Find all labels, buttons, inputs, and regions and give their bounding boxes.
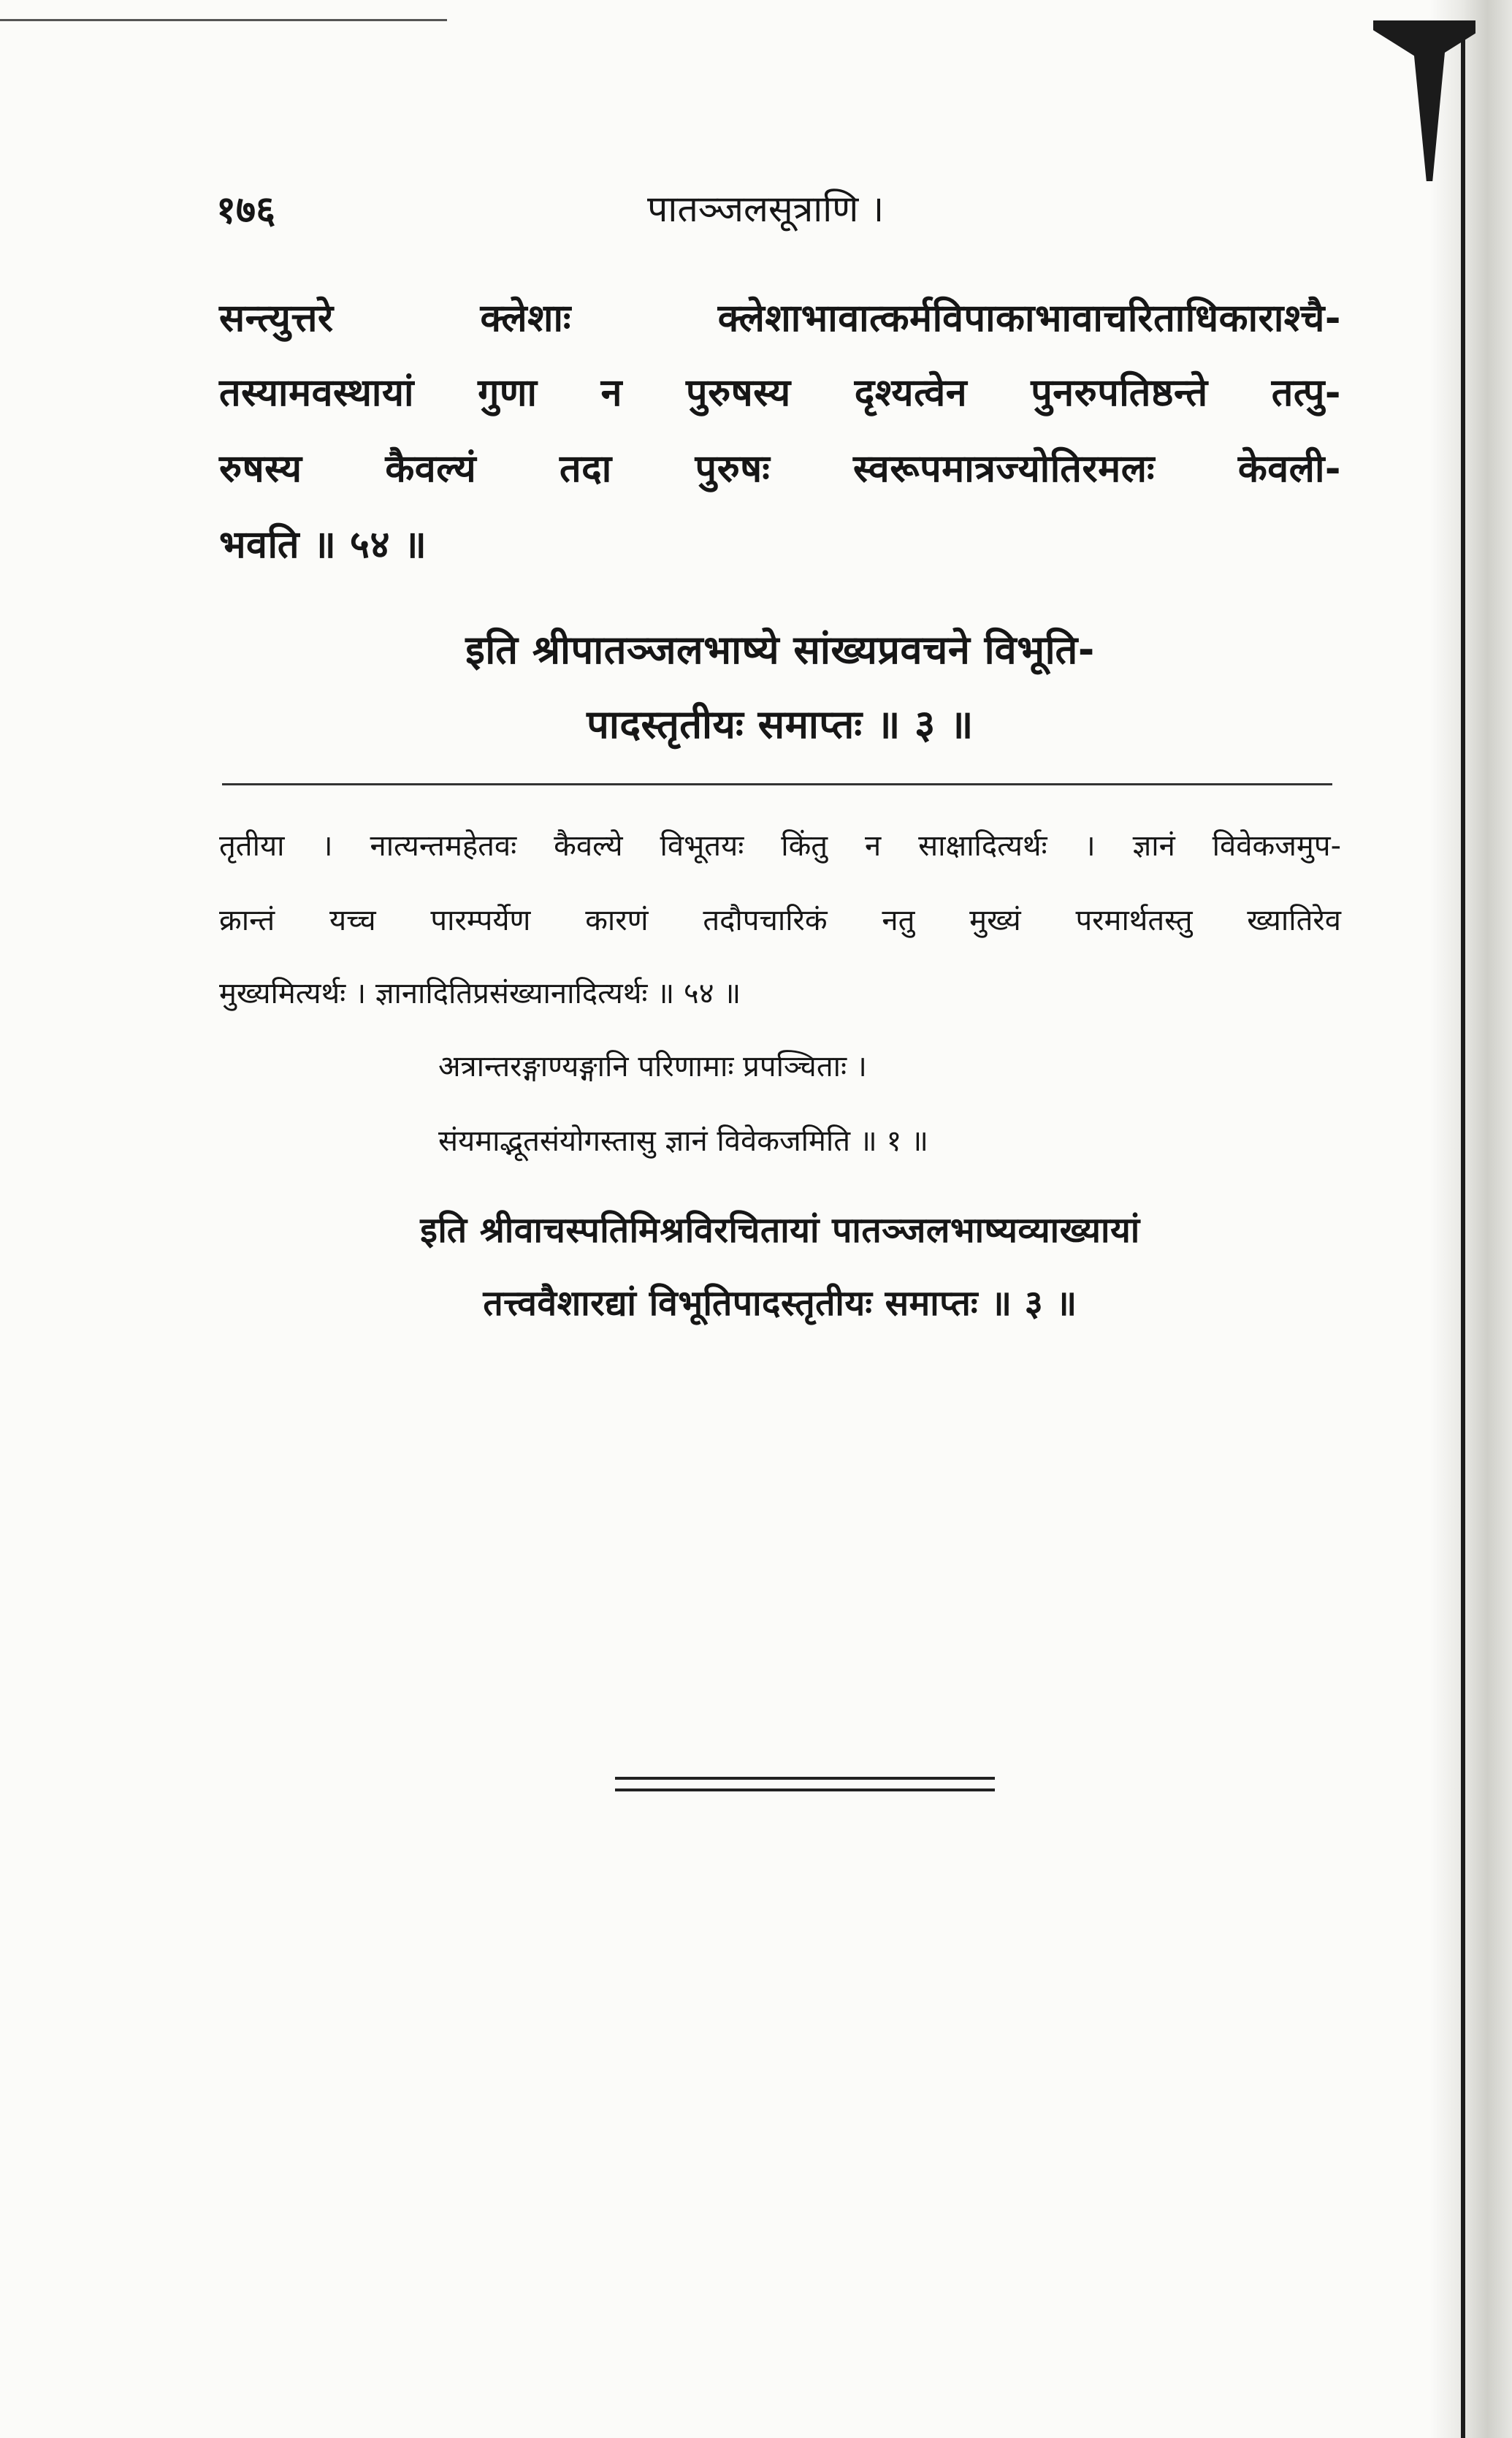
bhashya-line: सन्त्युत्तरे क्लेशाः क्लेशाभावात्कर्मविपाकाभावाचरिताधिकाराश्चै-: [219, 297, 1341, 340]
end-rule: [615, 1788, 995, 1791]
commentary-line: तृतीया । नात्यन्तमहेतवः कैवल्ये विभूतयः किंतु न साक्षादित्यर्थः । ज्ञानं विवेकजमुप-: [219, 829, 1341, 863]
section-divider: [222, 783, 1332, 785]
colophon-line: इति श्रीपातञ्जलभाष्ये सांख्यप्रवचने विभूति-: [465, 627, 1095, 673]
colophon-line: पादस्तृतीयः समाप्तः ॥ ३ ॥: [587, 701, 974, 747]
book-gutter-line: [1461, 29, 1465, 2438]
colophon-line: तत्त्ववैशारद्यां विभूतिपादस्तृतीयः समाप्तः ॥ ३ ॥: [483, 1283, 1077, 1324]
commentary-line: क्रान्तं यच्च पारम्पर्येण कारणं तदौपचारिकं नतु मुख्यं परमार्थतस्तु ख्यातिरेव: [219, 904, 1341, 937]
verse-line: संयमाद्भूतसंयोगस्तासु ज्ञानं विवेकजमिति ॥ १ ॥: [438, 1124, 928, 1158]
page-header: [216, 183, 1356, 248]
colophon-line: इति श्रीवाचस्पतिमिश्रविरचितायां पातञ्जलभाष्यव्याख्यायां: [420, 1210, 1140, 1251]
running-title: पातञ्जलसूत्राणि ।: [647, 188, 885, 230]
verse-line: अत्रान्तरङ्गाण्यङ्गानि परिणामाः प्रपञ्चिताः ।: [438, 1050, 867, 1083]
end-rule: [615, 1777, 995, 1780]
bhashya-line: रुषस्य कैवल्यं तदा पुरुषः स्वरूपमात्रज्योतिरमलः केवली-: [219, 447, 1341, 491]
commentary-line: मुख्यमित्यर्थः । ज्ञानादितिप्रसंख्यानादित्यर्थः ॥ ५४ ॥: [219, 977, 741, 1010]
book-spine-shadow: [1430, 0, 1512, 2438]
page-number: १७६: [216, 188, 276, 232]
bhashya-line: तस्यामवस्थायां गुणा न पुरुषस्य दृश्यत्वेन पुनरुपतिष्ठन्ते तत्पु-: [219, 371, 1341, 415]
top-left-rule: [0, 19, 447, 21]
bhashya-line: भवति ॥ ५४ ॥: [219, 523, 427, 567]
